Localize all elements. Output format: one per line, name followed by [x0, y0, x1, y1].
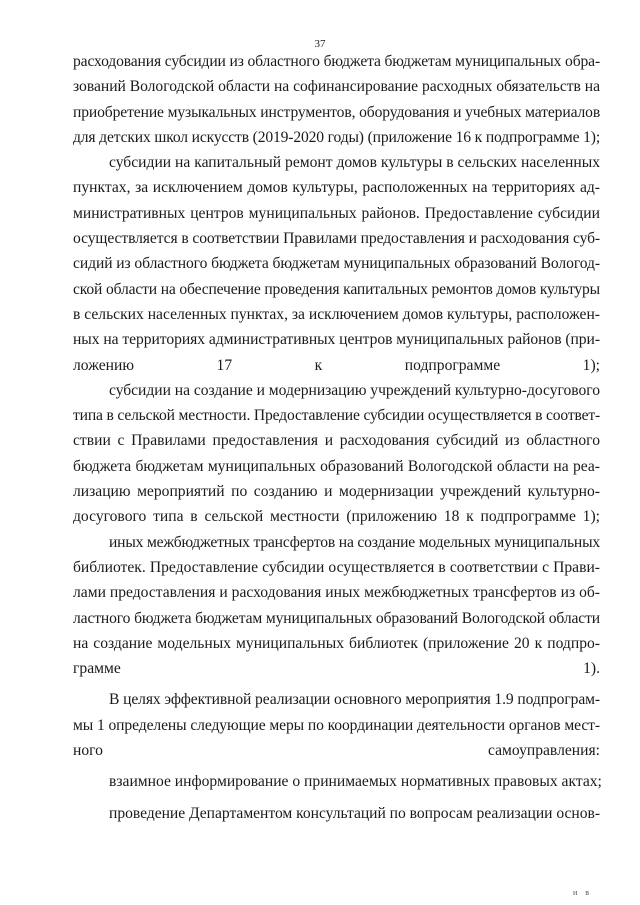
- footer-mark: и в: [572, 888, 592, 897]
- text-line: расходования субсидии из областного бюджета бюджетам муниципальных обра-: [73, 53, 600, 70]
- text-line: в сельских населенных пунктах, за исключением домов культуры, расположен-: [73, 305, 600, 323]
- text-line: лами предоставления и расходования иных межбюджетных трансфертов из об-: [73, 584, 600, 602]
- text-line: типа в сельской местности. Предоставление субсидии осуществляется в соответ-: [73, 407, 600, 425]
- text-line: проведение Департаментом консультаций по вопросам реализации основ-: [109, 804, 600, 822]
- text-line: бюджета бюджетам муниципальных образований Вологодской области на реа-: [73, 457, 600, 475]
- paragraph-consultations: [73, 801, 600, 826]
- paragraph-modernization-subsidy: [73, 378, 600, 530]
- text-line: на создание модельных муниципальных библиотек (приложение 20 к подпро-: [73, 634, 600, 652]
- document-body: [73, 49, 600, 826]
- paragraph-mutual-information: [73, 769, 600, 794]
- text-line: ластного бюджета бюджетам муниципальных образований Вологодской области: [73, 609, 600, 627]
- page-number: 37: [314, 38, 326, 50]
- paragraph-capital-repair-subsidy: [73, 150, 600, 378]
- text-line: иных межбюджетных трансфертов на создание модельных муниципальных: [109, 533, 600, 551]
- text-line: ложению 17 к подпрограмме 1);: [73, 356, 600, 374]
- text-line: грамме 1).: [73, 660, 600, 678]
- paragraph-coordination-measures: [73, 687, 600, 763]
- text-line: досугового типа в сельской местности (приложению 18 к подпрограмме 1);: [73, 508, 600, 526]
- text-line: зований Вологодской области на софинансирование расходных обязательств на: [73, 78, 600, 96]
- paragraph-continuation: [73, 49, 600, 150]
- text-line: В целях эффективной реализации основного мероприятия 1.9 подпрограм-: [109, 691, 600, 709]
- text-line: осуществляется в соответствии Правилами предоставления и расходования суб-: [73, 230, 600, 248]
- text-line: министративных центров муниципальных районов. Предоставление субсидии: [73, 204, 600, 222]
- text-line: взаимное информирование о принимаемых нормативных правовых актах;: [109, 773, 602, 791]
- text-line: мы 1 определены следующие меры по координации деятельности органов мест-: [73, 716, 600, 734]
- text-line: субсидии на капитальный ремонт домов культуры в сельских населенных: [109, 154, 600, 172]
- text-line: для детских школ искусств (2019-2020 годы) (приложение 16 к подпрограмме 1);: [73, 128, 600, 146]
- paragraph-library-transfers: [73, 530, 600, 682]
- text-line: субсидии на создание и модернизацию учреждений культурно-досугового: [109, 381, 600, 399]
- text-line: ской области на обеспечение проведения капитальных ремонтов домов культуры: [73, 280, 600, 298]
- text-line: ствии с Правилами предоставления и расходования субсидий из областного: [73, 432, 600, 450]
- text-line: пунктах, за исключением домов культуры, расположенных на территориях ад-: [73, 179, 600, 197]
- text-line: ных на территориях административных центров муниципальных районов (при-: [73, 331, 600, 349]
- text-line: приобретение музыкальных инструментов, оборудования и учебных материалов: [73, 103, 601, 121]
- text-line: лизацию мероприятий по созданию и модернизации учреждений культурно-: [73, 483, 600, 501]
- text-line: сидий из областного бюджета бюджетам муниципальных образований Вологод-: [73, 255, 600, 273]
- text-line: библиотек. Предоставление субсидии осуществляется в соответствии с Прави-: [73, 558, 600, 576]
- text-line: ного самоуправления:: [73, 742, 600, 760]
